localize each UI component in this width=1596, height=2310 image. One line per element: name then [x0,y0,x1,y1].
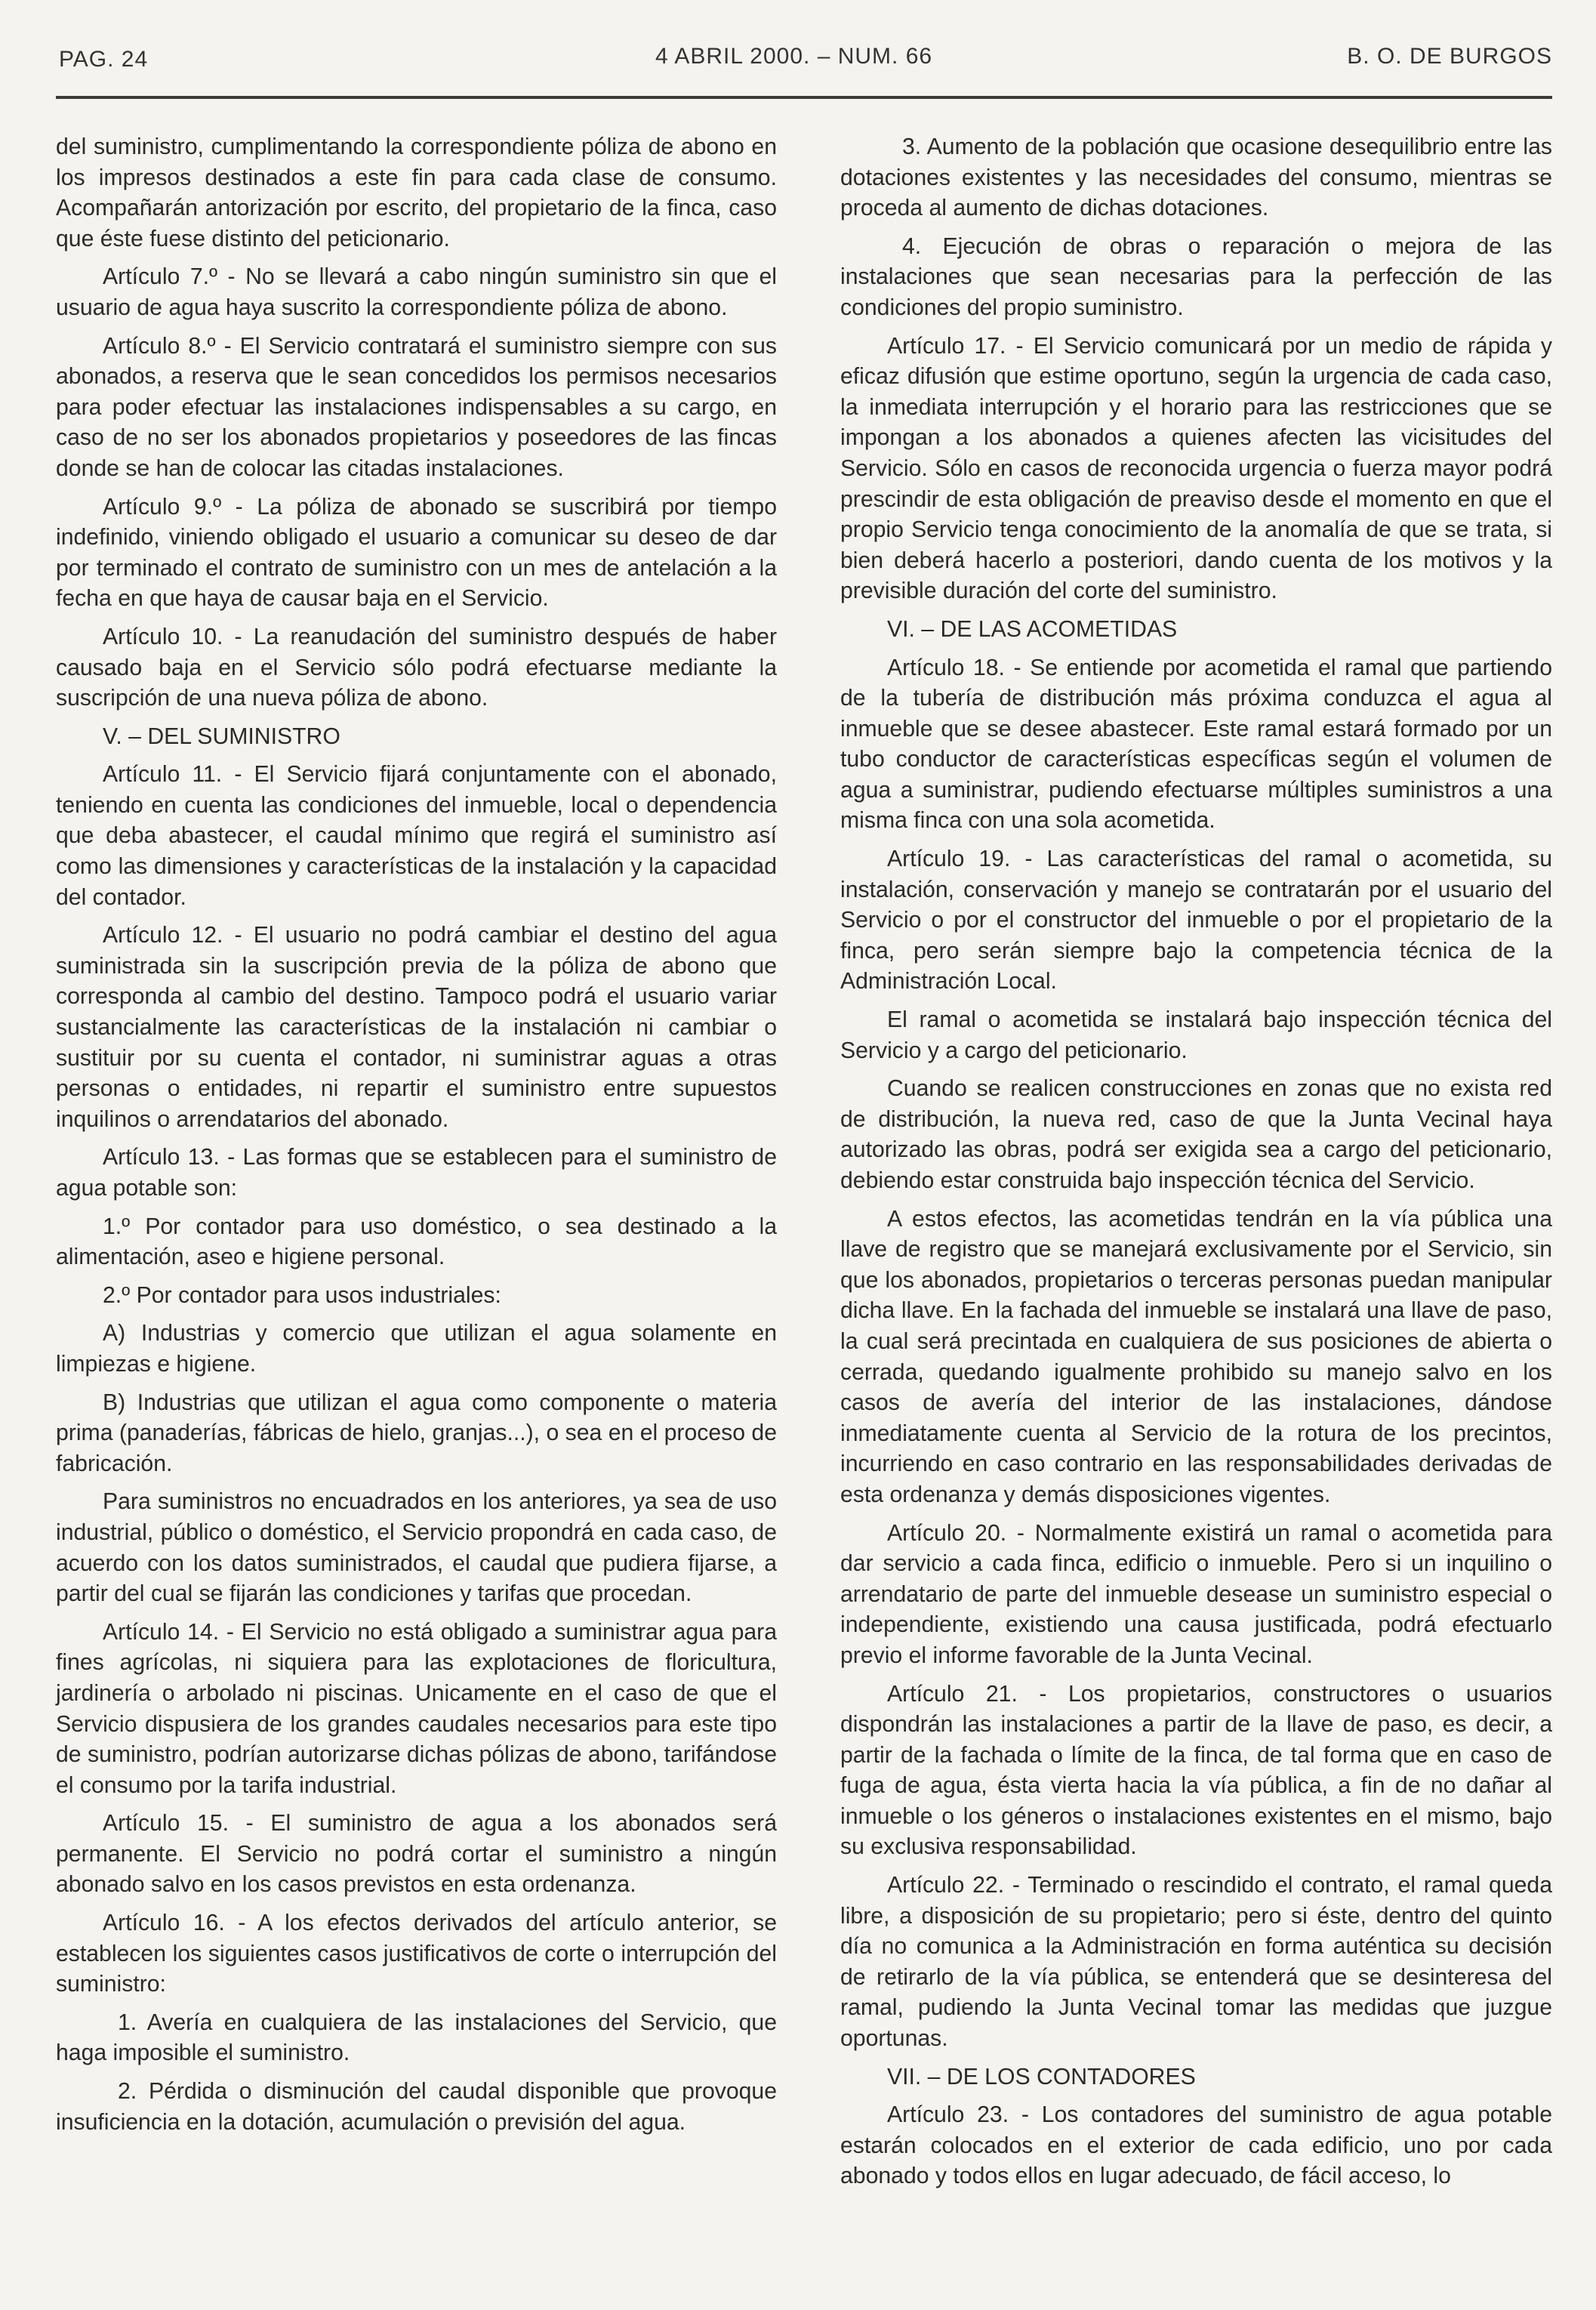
header-rule [56,96,1552,99]
paragraph: del suministro, cumplimentando la correspondiente póliza de abono en los impresos destinados a este fin para cada clase de consumo. Acompañarán antorización por escrito, del propietario de la finca, caso que éste fuese distinto del peticionario. [56,134,777,251]
list-item: 2.º Por contador para usos industriales: [103,1282,501,1308]
paragraph: Artículo 18. - Se entiende por acometida el ramal que partiendo de la tubería de distribución más próxima conduzca el agua al inmueble que se desee abastecer. Este ramal estará formado por un tubo conductor de características específicas según el volumen de agua a suministrar, pudiendo efectuarse múltiples suministros a una misma finca con una sola acometida. [840,655,1552,834]
list-item: 1.º Por contador para uso doméstico, o sea destinado a la alimentación, aseo e higiene personal. [56,1214,777,1270]
paragraph: Artículo 20. - Normalmente existirá un ramal o acometida para dar servicio a cada finca, edificio o inmueble. Pero si un inquilino o arrendatario de parte del inmueble desease un suministro especial o independiente, existiendo una causa justificada, podrá efectuarlo previo el informe favorable de la Junta Vecinal. [840,1520,1552,1668]
list-item: 3. Aumento de la población que ocasione desequilibrio entre las dotaciones existentes y las necesidades del consumo, mientras se proceda al aumento de dichas dotaciones. [840,134,1552,221]
paragraph: El ramal o acometida se instalará bajo inspección técnica del Servicio y a cargo del peticionario. [840,1007,1552,1063]
paragraph: A estos efectos, las acometidas tendrán en la vía pública una llave de registro que se manejará exclusivamente por el Servicio, sin que los abonados, propietarios o terceras personas puedan manipular dicha llave. En la fachada del inmueble se instalará una llave de paso, la cual será precintada en cualquiera de sus posiciones de abierta o cerrada, quedando igualmente prohibido su manejo salvo en los casos de avería del interior de las instalaciones, dándose inmediatamente cuenta al Servicio de la rotura de los precintos, incurriendo en caso contrario en las responsabilidades derivadas de esta ordenanza y demás disposiciones vigentes. [840,1206,1552,1507]
paragraph: Artículo 8.º - El Servicio contratará el suministro siempre con sus abonados, a reserva que le sean concedidos los permisos necesarios para poder efectuar las instalaciones indispensables a su cargo, en caso de no ser los abonados propietarios y poseedores de las fincas donde se han de colocar las citadas instalaciones. [56,333,777,481]
paragraph: Artículo 14. - El Servicio no está obligado a suministrar agua para fines agrícolas, ni siquiera para las explotaciones de floricultura, jardinería o arbolado ni piscinas. Unicamente en el caso de que el Servicio dispusiera de los grandes caudales necesarios para este tipo de suministro, podrían autorizarse dichas pólizas de abono, tarifándose el consumo por la tarifa industrial. [56,1619,777,1798]
paragraph: Artículo 19. - Las características del ramal o acometida, su instalación, conservación y manejo se contratarán por el usuario del Servicio o por el constructor del inmueble o por el propietario de la finca, pero serán siempre bajo la competencia técnica de la Administración Local. [840,847,1552,995]
list-item: 4. Ejecución de obras o reparación o mejora de las instalaciones que sean necesarias para la perfección de las condiciones del propio suministro. [840,233,1552,320]
paragraph: Artículo 7.º - No se llevará a cabo ningún suministro sin que el usuario de agua haya suscrito la correspondiente póliza de abono. [56,264,777,320]
paragraph: Para suministros no encuadrados en los anteriores, ya sea de uso industrial, público o doméstico, el Servicio propondrá en cada caso, de acuerdo con los datos suministrados, el caudal que pudiera fijarse, a partir del cual se fijarán las condiciones y tarifas que procedan. [56,1489,777,1607]
list-item: 1. Avería en cualquiera de las instalaciones del Servicio, que haga imposible el suministro. [56,2009,777,2066]
list-item: B) Industrias que utilizan el agua como componente o materia prima (panaderías, fábricas de hielo, granjas...), o sea en el proceso de fabricación. [56,1389,777,1476]
paragraph: Artículo 15. - El suministro de agua a los abonados será permanente. El Servicio no podrá cortar el suministro a ningún abonado salvo en los casos previstos en esta ordenanza. [56,1811,777,1898]
paragraph: Cuando se realicen construcciones en zonas que no exista red de distribución, la nueva red, caso de que la Junta Vecinal haya autorizado las obras, podrá ser exigida sea a cargo del peticionario, debiendo estar construida bajo inspección técnica del Servicio. [840,1076,1552,1193]
list-item: 2. Pérdida o disminución del caudal disponible que provoque insuficiencia en la dotación, acumulación o previsión del agua. [56,2079,777,2135]
section-heading: V. – DEL SUMINISTRO [103,723,340,749]
paragraph: Artículo 23. - Los contadores del suministro de agua potable estarán colocados en el exterior de cada edificio, uno por cada abonado y todos ellos en lugar adecuado, de fácil acceso, lo [840,2102,1552,2189]
publication-title: B. O. DE BURGOS [1347,44,1552,69]
paragraph: Artículo 13. - Las formas que se establecen para el suministro de agua potable son: [56,1145,777,1201]
left-column [56,132,777,2145]
right-column [840,132,1552,2200]
paragraph: Artículo 10. - La reanudación del suministro después de haber causado baja en el Servicio sólo podrá efectuarse mediante la suscripción de una nueva póliza de abono. [56,624,777,711]
page-number: PAG. 24 [59,47,149,72]
paragraph: Artículo 12. - El usuario no podrá cambiar el destino del agua suministrada sin la suscripción previa de la póliza de abono que corresponda al cambio del destino. Tampoco podrá el usuario variar sustancialmente las características de la instalación ni cambiar o sustituir por su cuenta el contador, ni suministrar aguas a otras personas o entidades, ni repartir el suministro entre supuestos inquilinos o arrendatarios del abonado. [56,923,777,1132]
paragraph: Artículo 22. - Terminado o rescindido el contrato, el ramal queda libre, a disposición de su propietario; pero si éste, dentro del quinto día no comunica a la Administración en forma auténtica su decisión de retirarlo de la vía pública, se entenderá que se desinteresa del ramal, pudiendo la Junta Vecinal tomar las medidas que juzgue oportunas. [840,1873,1552,2052]
section-heading: VII. – DE LOS CONTADORES [887,2064,1196,2089]
section-heading: VI. – DE LAS ACOMETIDAS [887,616,1178,642]
paragraph: Artículo 11. - El Servicio fijará conjuntamente con el abonado, teniendo en cuenta las condiciones del inmueble, local o dependencia que deba abastecer, el caudal mínimo que regirá el suministro así como las dimensiones y características de la instalación y la capacidad del contador. [56,762,777,910]
page-header [59,39,1552,85]
list-item: A) Industrias y comercio que utilizan el agua solamente en limpiezas e higiene. [56,1321,777,1377]
issue-date: 4 ABRIL 2000. – NUM. 66 [655,44,933,69]
paragraph: Artículo 9.º - La póliza de abonado se suscribirá por tiempo indefinido, viniendo obligado el usuario a comunicar su deseo de dar por terminado el contrato de suministro con un mes de antelación a la fecha en que haya de causar baja en el Servicio. [56,494,777,612]
paragraph: Artículo 16. - A los efectos derivados del artículo anterior, se establecen los siguientes casos justificativos de corte o interrupción del suministro: [56,1911,777,1997]
paragraph: Artículo 21. - Los propietarios, constructores o usuarios dispondrán las instalaciones a partir de la llave de paso, es decir, a partir de la fachada o límite de la finca, de tal forma que en caso de fuga de agua, ésta vierta hacia la vía pública, a fin de no dañar al inmueble o los géneros o instalaciones existentes en el mismo, bajo su exclusiva responsabilidad. [840,1681,1552,1860]
paragraph: Artículo 17. - El Servicio comunicará por un medio de rápida y eficaz difusión que estime oportuno, según la urgencia de cada caso, la inmediata interrupción y el horario para las restricciones que se impongan a los abonados a quienes afecten las vicisitudes del Servicio. Sólo en casos de reconocida urgencia o fuerza mayor podrá prescindir de esta obligación de preaviso desde el momento en que el propio Servicio tenga conocimiento de la anomalía de que se trata, si bien deberá hacerlo a posteriori, dando cuenta de los motivos y la previsible duración del corte del suministro. [840,333,1552,604]
